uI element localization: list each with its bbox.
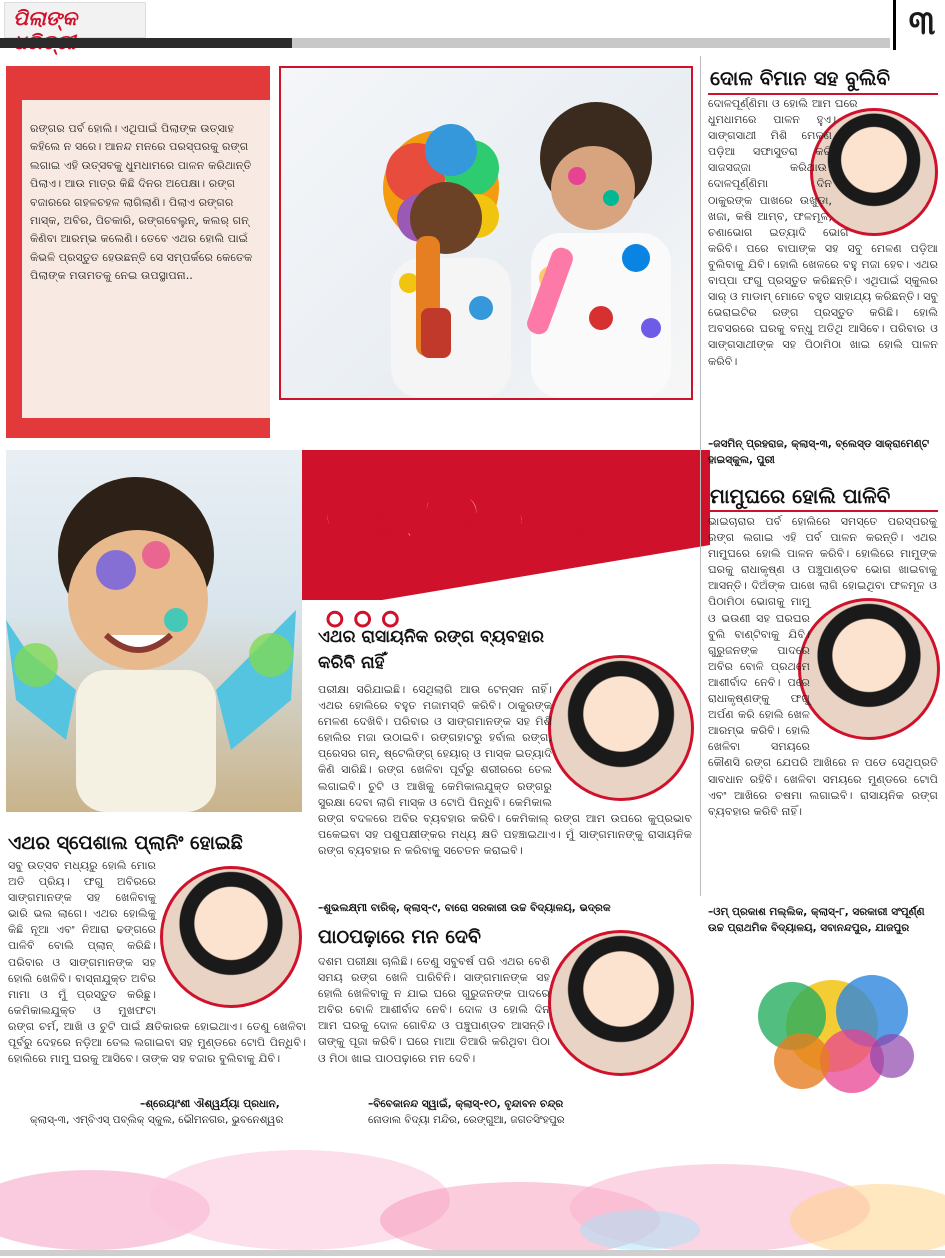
header-bar-light [292, 38, 890, 48]
byline-spesal-school: କ୍ଲାସ୍-୩, ଏମ୍‌ବିଏସ୍ ପବ୍ଲିକ୍ ସ୍କୁଲ, ଭୌମନଗର, ଭୁବନେଶ୍ୱର [30, 1114, 284, 1126]
article-body-pathapadha [318, 954, 692, 1094]
article-body-spesal [8, 858, 306, 1090]
byline-pathapadha: –ବିବେକାନନ୍ଦ ସ୍ୱାଇଁ, କ୍ଲାସ୍-୧୦, ବୃନ୍ଦାବନ ଚନ୍ଦ୍ର [368, 1098, 564, 1110]
portrait-space [832, 96, 938, 246]
portrait-space [552, 682, 692, 808]
article-title-underline [708, 510, 938, 512]
article-body-rasayanika [318, 682, 692, 890]
article-text-rasayanika: ପରୀକ୍ଷା ସରିଯାଇଛି। ସେଥିଲାଗି ଆଉ ଟେନ୍‌ସନ ନାହିଁ। ଏଥର ହୋଲିରେ ବହୁତ ମଜାମସ୍ତି କରିବି। ଠାକୁରଙ୍କ ମେଳଣ ଦେଖିବି। ପରିବାର ଓ ସାଙ୍ଗମାନଙ୍କ ସହ ମିଶି ହୋଲିର ମଜା ଉଠାଇବି। ରଙ୍ଗହାଟରୁ ହର୍ବାଲ ରଙ୍ଗ, ପ୍ରେସର ଗନ୍, ଷ୍ଟେଲିଙ୍ଗ୍ ହେୟାର୍ ଓ ମାସ୍କ ଇତ୍ୟାଦି କିଣି ସାରିଛି। ରଙ୍ଗ ଖେଳିବା ପୂର୍ବରୁ ଶରୀରରେ ତେଲ ଲଗାଇବି। ଚୁଟି ଓ ଆଖିକୁ କେମିକାଲଯୁକ୍ତ ରଙ୍ଗରୁ ସୁରକ୍ଷା ଦେବା ଲାଗି ମାସ୍କ ଓ ଟୋପି ପିନ୍ଧିବି। କେମିକାଲ ରଙ୍ଗ ବଦଳରେ ଅବିର ବ୍ୟବହାର କରିବି। କେମିକାଲ୍ ରଙ୍ଗ ଆମ ଉପରେ କୁପ୍ରଭାବ ପକେଇବା ସହ ପଶୁପକ୍ଷୀଙ୍କର ମଧ୍ୟ କ୍ଷତି ପହଞ୍ଚାଇଥାଏ। ମୁଁ ସାଙ୍ଗମାନଙ୍କୁ ରାସାୟନିକ ରଙ୍ଗ ବ୍ୟବହାର ନ କରିବାକୁ ସଚେତନ କରାଇବି। [318, 683, 692, 857]
article-text-pathapadha: ଦଶମ ପରୀକ୍ଷା ଚାଲିଛି। ତେଣୁ ସବୁବର୍ଷ ପରି ଏଥର ବେଶି ସମୟ ରଙ୍ଗ ଖେଳି ପାରିବିନି। ସାଙ୍ଗମାନଙ୍କ ସହ ହୋଲି ଖେଳିବାକୁ ନ ଯାଇ ଘରେ ଗୁରୁଜନଙ୍କ ପାଦରେ ଅବିର ବୋଳି ଆଶୀର୍ବାଦ ନେବି। ଦୋଳ ଓ ହୋଲି ଦିନ ଆମ ଘରକୁ ଦୋଳ ଗୋବିନ୍ଦ ଓ ପଞ୍ଚୁପାଣ୍ଡବ ଆସନ୍ତି। ତାଙ୍କୁ ପୂଜା କରିବି। ଘରେ ମାଆ ତିଆରି କରିଥିବା ପିଠା ଓ ମିଠା ଖାଇ ପାଠପଢ଼ାରେ ମନ ଦେବି। [318, 955, 550, 1065]
article-text-mamu: ଭାଇଚାରାର ପର୍ବ ହୋଲିରେ ସମସ୍ତେ ପରସ୍ପରକୁ ରଙ୍ଗ ଲଗାଇ ଏହି ପର୍ବ ପାଳନ କରନ୍ତି। ଏଥର ମାମୁଘରେ ହୋଲି ପାଳନ କରିବି। ହୋଲିରେ ମାମୁଙ୍କ ଘରକୁ ରାଧାକୃଷ୍ଣ ଓ ପଞ୍ଚୁପାଣ୍ଡବ ଭୋଗ ଖାଇବାକୁ ଆସନ୍ତି। ଦିଅଁଙ୍କ ପାଖେ ଲାଗି ହୋଇଥିବା ଫଳମୂଳ ଓ ପିଠାମିଠା ଭୋଗକୁ ମାମୁ ଓ ଭଉଣୀ ସହ ଘରଘର ବୁଲି ବାଣ୍ଟିବାକୁ ଯିବି। ଗୁରୁଜନଙ୍କ ପାଦରେ ଅବିର ବୋଳି ପ୍ରଥମେ ଆଶୀର୍ବାଦ ନେବି। ପରେ ରାଧାକୃଷ୍ଣଙ୍କୁ ଫଗୁ ଅର୍ପଣ କରି ହୋଲି ଖେଳ ଆରମ୍ଭ କରିବି। ହୋଲି ଖେଳିବା ସମୟରେ କୌଣସି ରଙ୍ଗ ଯେପରି ଆଖିରେ ନ ପଡେ ସେଥିପ୍ରତି ସାବଧାନ ରହିବି। ଖେଳିବା ସମୟରେ ମୁଣ୍ଡରେ ଟୋପି ଏବଂ ଆଖିରେ ଚଷମା ଲଗାଇବି। ରାସାୟନିକ ରଙ୍ଗ ବ୍ୟବହାର କରିବି ନାହିଁ। [708, 515, 938, 818]
kids-illustration [281, 68, 691, 398]
portrait-space [550, 954, 692, 1084]
child-illustration [6, 450, 302, 812]
column-divider [700, 56, 701, 896]
main-photo-kids-with-water-guns [279, 66, 693, 400]
byline-mamu: –ଓମ୍ ପ୍ରକାଶ ମଲ୍ଲିକ, କ୍ଲାସ୍-୮, ସରକାରୀ ସଂପୂର୍ଣ୍ଣ ଉଚ୍ଚ ପ୍ରାଥମିକ ବିଦ୍ୟାଳୟ, ସବାନନ୍ଦପୁର, ଯାଜପୁର [708, 906, 925, 934]
article-title-pathapadha: ପାଠପଢ଼ାରେ ମନ ଦେବି [318, 926, 481, 948]
portrait-space [156, 868, 306, 1008]
article-title-rasayanika: ଏଥର ରାସାୟନିକ ରଙ୍ଗ ବ୍ୟବହାର କରିବି ନାହିଁ [318, 627, 544, 673]
float-spacer [305, 858, 306, 868]
masthead-title: ପିଲାଙ୍କ [13, 6, 78, 30]
article-title-spesal: ଏଥର ସ୍ପେଶାଲ ପ୍ଲାନିଂ ହୋଇଛି [8, 832, 243, 854]
float-spacer [937, 514, 938, 596]
holi-powder-splash-image [742, 956, 927, 1106]
article-title-mamu: ମାମୁଘରେ ହୋଲି ପାଳିବି [710, 484, 891, 508]
byline-rasayanika: –ଶୁଭଲକ୍ଷ୍ମୀ ବାରିକ୍, କ୍ଲାସ୍-୯, ବାରୋ ସରକାରୀ ଉଚ୍ଚ ବିଦ୍ୟାଳୟ, ଭଦ୍ରକ [318, 902, 611, 914]
article-text-spesal: ସବୁ ଉତ୍ସବ ମଧ୍ୟରୁ ହୋଲି ମୋର ଅତି ପ୍ରିୟ। ଫଗୁ ଅବିରରେ ସାଙ୍ଗମାନଙ୍କ ସହ ଖେଳିବାକୁ ଭାରି ଭଲ ଲାଗେ। ଏଥର ହୋଲିକୁ କିଛି ନୂଆ ଏବଂ ନିଆରା ଢଙ୍ଗରେ ପାଳିବି ବୋଲି ପ୍ଲାନ୍ କରିଛି। ପରିବାର ଓ ସାଙ୍ଗମାନଙ୍କ ସହ ହୋଲି ଖେଳିବି। ବାସ୍ନାଯୁକ୍ତ ଅବିର ମାମା ଓ ମୁଁ ପ୍ରସ୍ତୁତ କରିଛୁ। କେମିକାଲଯୁକ୍ତ ଓ ମୁଖଫଟା ରଙ୍ଗ ଚର୍ମ, ଆଖି ଓ ଚୁଟି ପାଇଁ କ୍ଷତିକାରକ ହୋଇଥାଏ। ତେଣୁ ଖେଳିବା ପୂର୍ବରୁ ଦେହରେ ନଡ଼ିଆ ତେଲ ଲଗାଇବା ସହ ମୁଣ୍ଡରେ ଟୋପି ପିନ୍ଧିବି। ହୋଲିରେ ମାମୁ ଘରକୁ ଆସିବେ। ତାଙ୍କ ସହ ବଜାର ବୁଲିବାକୁ ଯିବି। [8, 859, 306, 1066]
masthead-logo [4, 2, 146, 38]
byline-dola: –ଜସମିନ୍ ପ୍ରହରାଜ, କ୍ଲାସ୍-୩, ବ୍ଲେସ୍ଡ ସାକ୍ରାମେଣ୍ଟ ହାଇସ୍କୁଲ, ପୁରୀ [708, 438, 929, 466]
page-number: ୩ [908, 3, 936, 43]
main-title: ହୋଲି ହେ ... [322, 470, 598, 643]
byline-pathapadha-school: ନୋଡାଲ ବିଦ୍ୟା ମନ୍ଦିର, ରେଙ୍ଗୁଆ, ଜଗତସିଂହପୁର [368, 1114, 565, 1126]
article-title-dola: ଦୋଳ ବିମାନ ସହ ବୁଲିବି [710, 66, 890, 90]
footer-rule [0, 1250, 945, 1256]
byline-spesal: –ଶ୍ରେୟାଂଶୀ ଐଶ୍ୱର୍ଯ୍ୟା ପ୍ରଧାନ, [140, 1098, 280, 1110]
article-body-mamu [708, 514, 938, 896]
article-text-dola: ଦୋଳପୂର୍ଣ୍ଣିମା ଓ ହୋଲି ଆମ ଘରେ ଧୁମଧାମରେ ପାଳନ ହୁଏ। ସାଙ୍ଗସାଥୀ ମିଶି ମେଳଣ ପଡ଼ିଆ ସଫାସୁତରା କରି ସାଜସଜ୍ଜା କରିଥାଉ। ଦୋଳପୂର୍ଣ୍ଣିମା ଦିନ ଠାକୁରଙ୍କ ପାଖରେ ଉଖୁଡ଼ା, ଖଜା, କଷି ଆମ୍ବ, ଫଳମୂଳ, ଚଣାଭୋଗ ଇତ୍ୟାଦି ଭୋଗ କରିବି। ପରେ ବାପାଙ୍କ ସହ ସବୁ ମେଳଣ ପଡ଼ିଆ ବୁଲିବାକୁ ଯିବି। ହୋଲି ଖେଳରେ ବହୁ ମଜା ହେବ। ଏଥର ବାପ୍ପା ଫଗୁ ପ୍ରସ୍ତୁତ କରିଛନ୍ତି। ଏଥିପାଇଁ ସ୍କୁଲର ସାର୍ ଓ ମାଡାମ୍ ମୋତେ ବହୁତ ସାହାଯ୍ୟ କରିଛନ୍ତି। ସବୁ ଭେରାଇଟିର ରଙ୍ଗ ପ୍ରସ୍ତୁତ କରିଛି। ହୋଲି ଅବସରରେ ଘରକୁ ବନ୍ଧୁ ଅତିଥି ଆସିବେ। ପରିବାର ଓ ସାଙ୍ଗସାଥୀଙ୍କ ସହ ପିଠାମିଠା ଖାଇ ହୋଲି ପାଳନ କରିବି। [708, 97, 938, 368]
header-bar-dark [0, 38, 292, 48]
article-body-dola [708, 96, 938, 430]
article-title-underline [708, 93, 938, 95]
page-number-box [893, 0, 945, 50]
portrait-space [810, 596, 938, 746]
bottom-color-splash-image [0, 1120, 945, 1250]
intro-text: ରଙ୍ଗର ପର୍ବ ହୋଲି। ଏଥିପାଇଁ ପିଲାଙ୍କ ଉତ୍ସାହ କହିଲେ ନ ସରେ। ଆନନ୍ଦ ମନରେ ପରସ୍ପରକୁ ରଙ୍ଗ ଲଗାଇ ଏହି ଉତ୍ସବକୁ ଧୁମଧାମରେ ପାଳନ କରିଥାନ୍ତି ପିଲାଏ। ଆଉ ମାତ୍ର କିଛି ଦିନର ଅପେକ୍ଷା। ରଙ୍ଗ ବଜାରରେ ଗହଳଚହଳ ଲାଗିଲାଣି। ପିଲାଏ ରଙ୍ଗର ମାସ୍କ, ଅବିର, ପିଚକାରି, ରଙ୍ଗବେଲୁନ୍, କଲର୍ ଗନ୍ କିଣିବା ଆରମ୍ଭ କଲେଣି। ତେବେ ଏଥର ହୋଲି ପାଇଁ କିଭଳି ପ୍ରସ୍ତୁତ ହେଉଛନ୍ତି ସେ ସମ୍ପର୍କରେ କେତେକ ପିଲାଙ୍କ ମତାମତକୁ ନେଇ ଉପସ୍ଥାପନା.. [30, 122, 253, 283]
photo-child-painted-hands [6, 450, 302, 812]
